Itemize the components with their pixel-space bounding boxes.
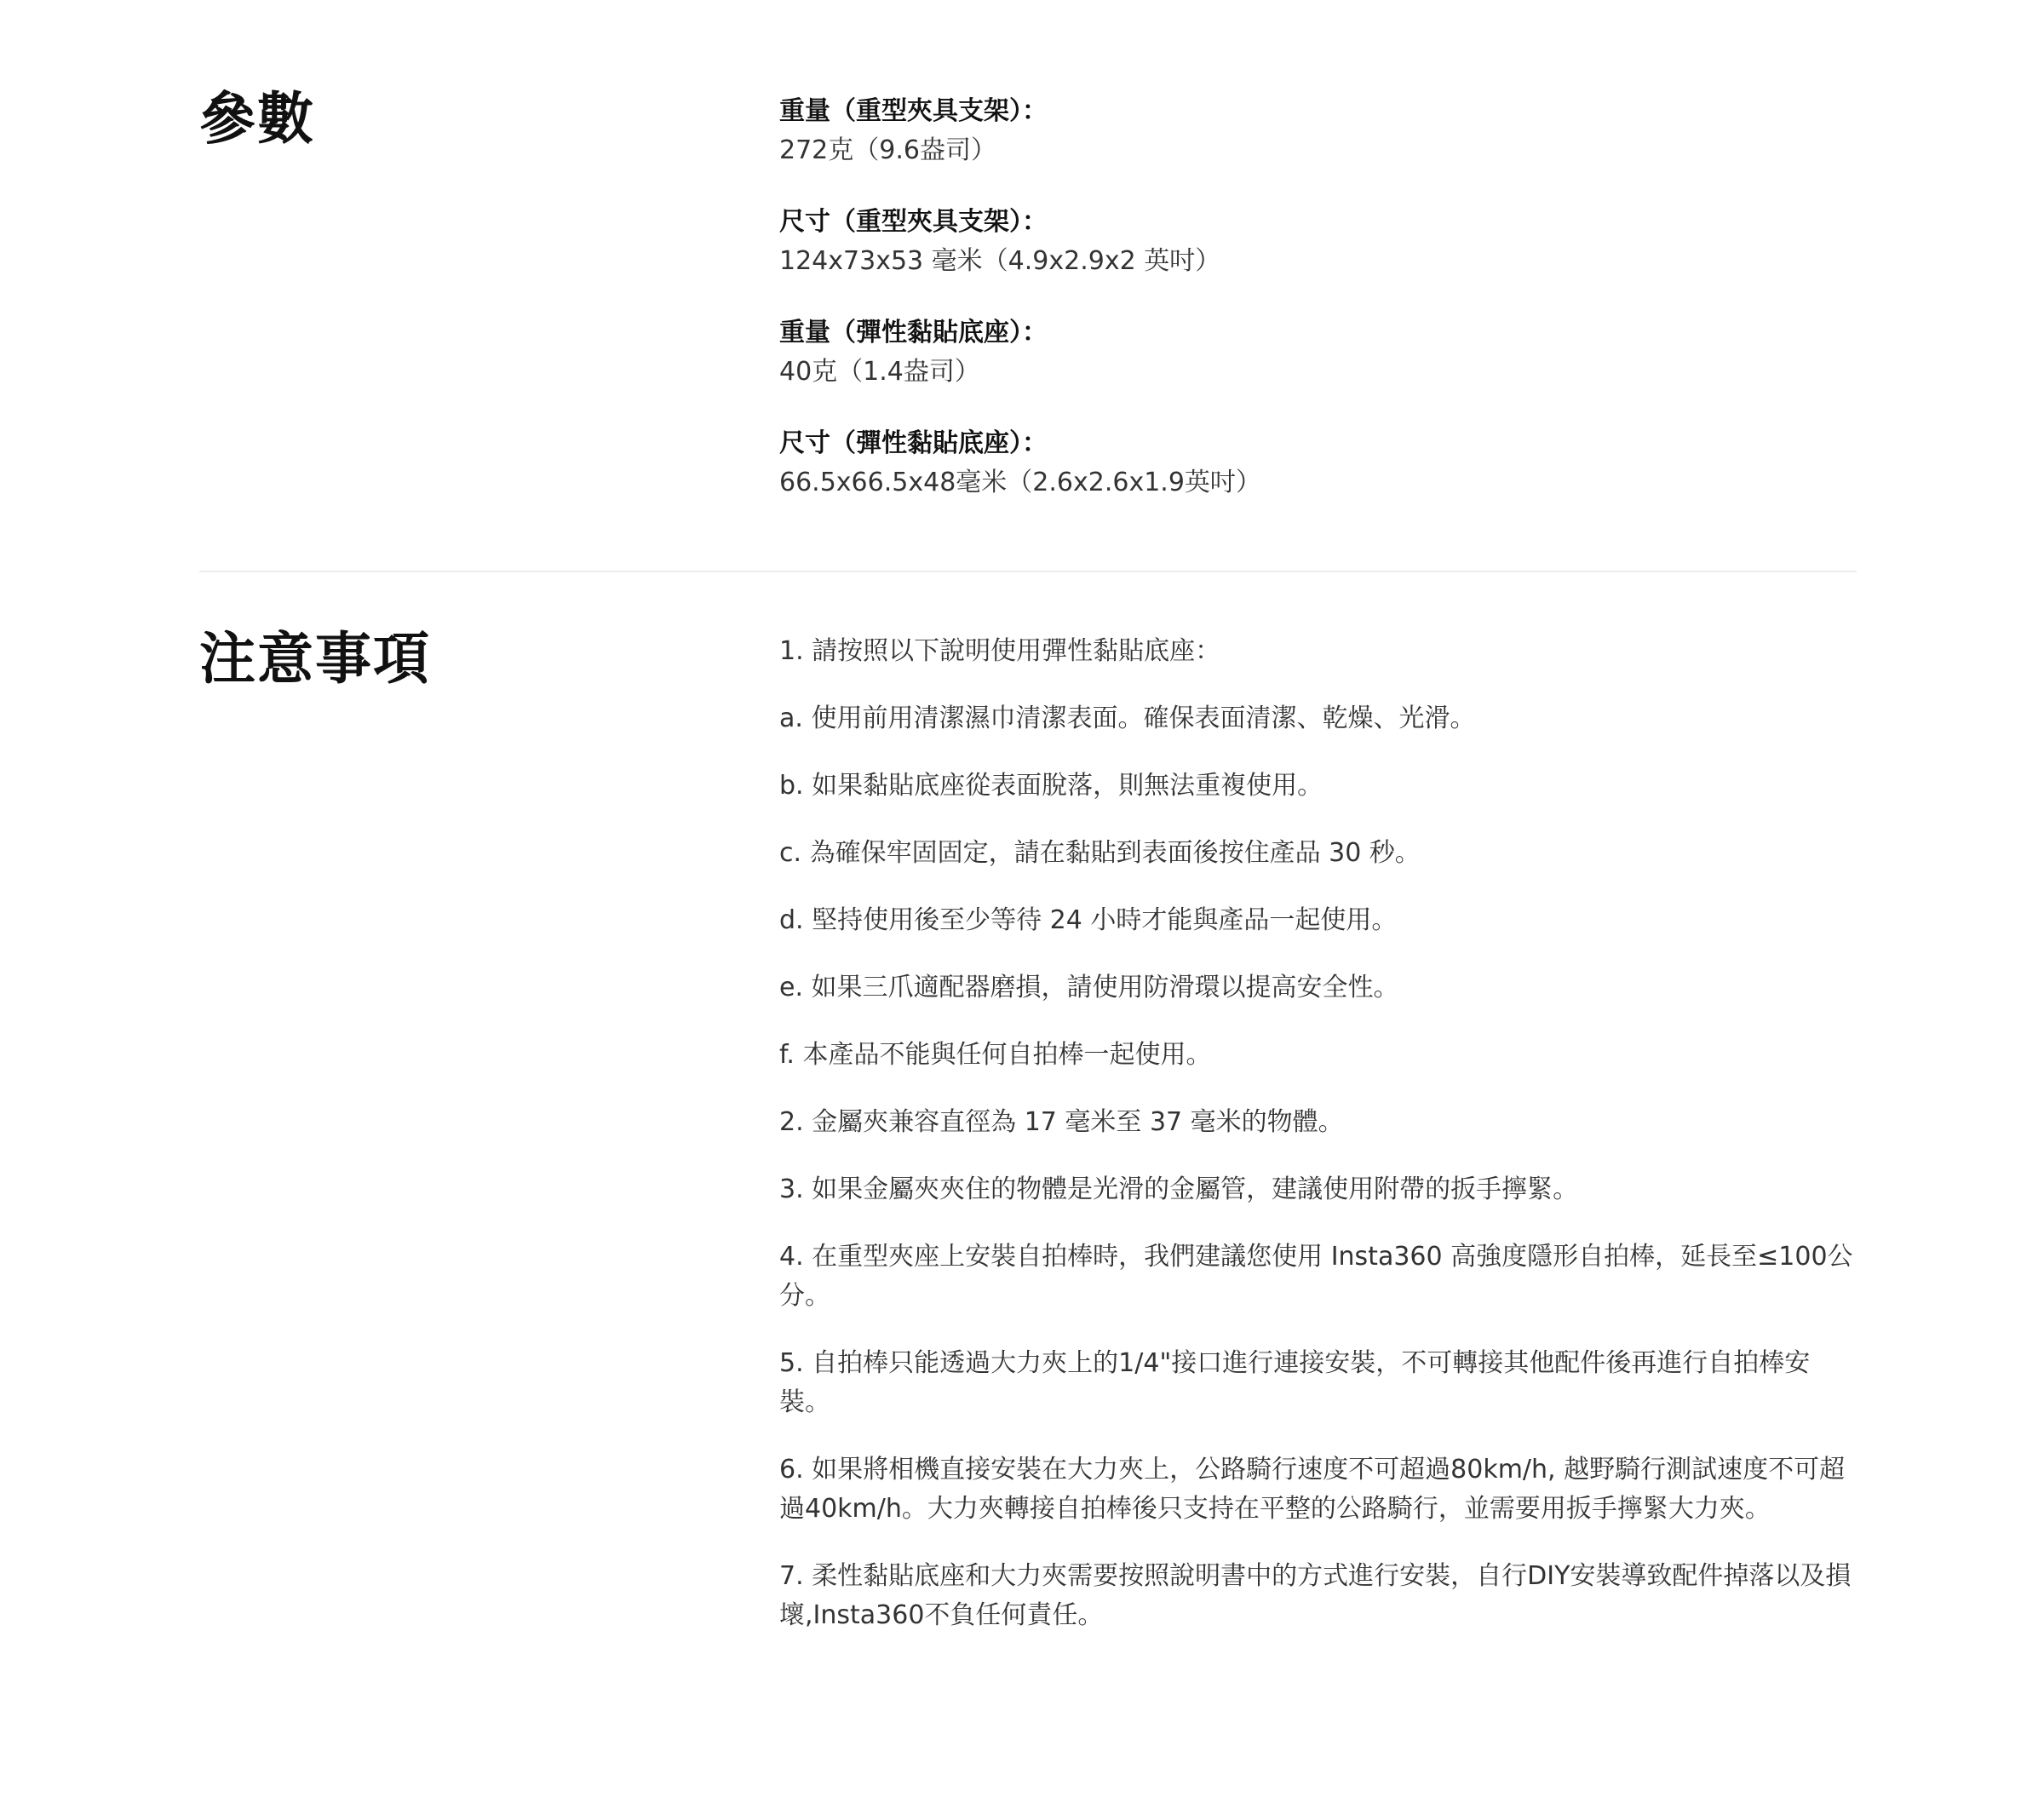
- spec-value: 272克（9.6盎司）: [779, 135, 996, 165]
- spec-item: [779, 92, 1857, 170]
- spec-label: 尺寸（彈性黏貼底座）：: [779, 428, 1048, 458]
- spec-item: [779, 313, 1857, 392]
- note-item: 6. 如果將相機直接安裝在大力夾上，公路騎行速度不可超過80km/h, 越野騎行測試速度不可超過40km/h。大力夾轉接自拍棒後只支持在平整的公路騎行，並需要用扳手擰緊大力夾。: [779, 1455, 1846, 1524]
- note-item: d. 堅持使用後至少等待 24 小時才能與產品一起使用。: [779, 905, 1398, 935]
- spec-label: 尺寸（重型夾具支架）：: [779, 207, 1048, 237]
- spec-value: 66.5x66.5x48毫米（2.6x2.6x1.9英吋）: [779, 468, 1261, 497]
- specs-title: 參數: [199, 86, 315, 152]
- note-item: 7. 柔性黏貼底座和大力夾需要按照說明書中的方式進行安裝，自行DIY安裝導致配件掉落以及損壞,Insta360不負任何責任。: [779, 1561, 1852, 1630]
- note-item: 3. 如果金屬夾夾住的物體是光滑的金屬管，建議使用附帶的扳手擰緊。: [779, 1174, 1579, 1204]
- spec-item: [779, 203, 1857, 281]
- note-item: 4. 在重型夾座上安裝自拍棒時，我們建議您使用 Insta360 高強度隱形自拍棒，延長至≤100公分。: [779, 1242, 1853, 1311]
- note-item: 2. 金屬夾兼容直徑為 17 毫米至 37 毫米的物體。: [779, 1107, 1344, 1137]
- specs-list: [779, 92, 1857, 535]
- spec-value: 40克（1.4盎司）: [779, 357, 980, 387]
- note-item: f. 本產品不能與任何自拍棒一起使用。: [779, 1040, 1212, 1070]
- note-item: c. 為確保牢固固定，請在黏貼到表面後按住產品 30 秒。: [779, 838, 1421, 868]
- spec-value: 124x73x53 毫米（4.9x2.9x2 英吋）: [779, 246, 1221, 276]
- note-item: e. 如果三爪適配器磨損，請使用防滑環以提高安全性。: [779, 973, 1399, 1002]
- note-item: b. 如果黏貼底座從表面脫落，則無法重複使用。: [779, 771, 1323, 801]
- section-divider: [199, 571, 1857, 572]
- note-item: 5. 自拍棒只能透過大力夾上的1/4"接口進行連接安裝，不可轉接其他配件後再進行自拍棒安裝。: [779, 1348, 1811, 1417]
- notes-list: [779, 632, 1857, 1663]
- spec-label: 重量（重型夾具支架）：: [779, 96, 1048, 126]
- spec-item: [779, 424, 1857, 502]
- spec-label: 重量（彈性黏貼底座）：: [779, 318, 1048, 347]
- note-item: 1. 請按照以下說明使用彈性黏貼底座：: [779, 636, 1221, 666]
- note-item: a. 使用前用清潔濕巾清潔表面。確保表面清潔、乾燥、光滑。: [779, 704, 1476, 733]
- notes-title: 注意事項: [199, 626, 431, 692]
